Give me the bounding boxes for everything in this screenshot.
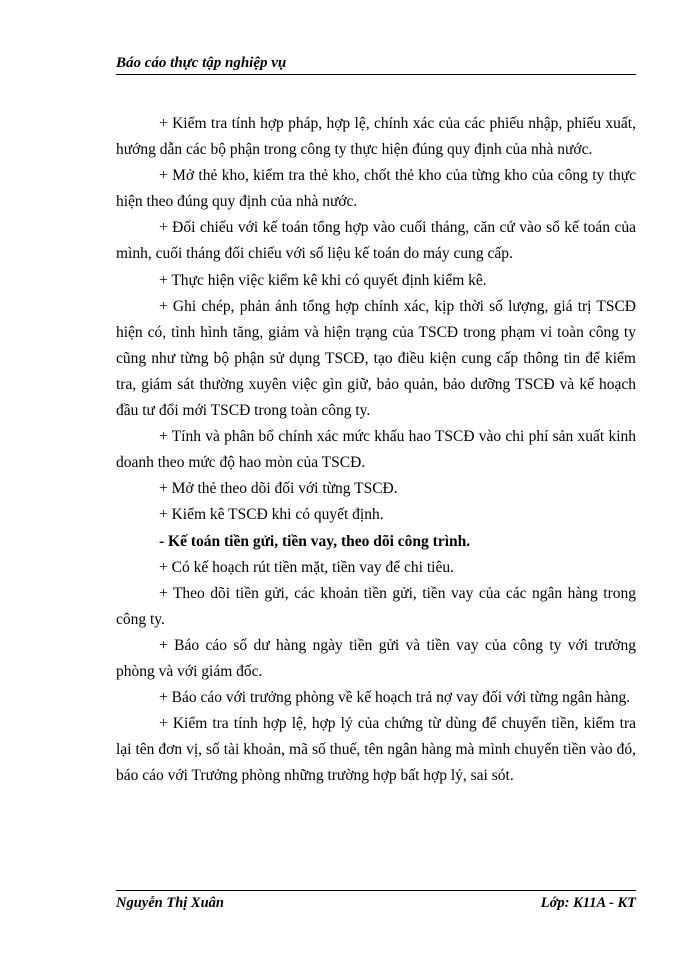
paragraph: + Báo cáo với trưởng phòng về kế hoạch trả nợ vay đối với từng ngân hàng. (159, 689, 631, 707)
footer-divider (116, 890, 636, 891)
paragraph: + Đối chiếu với kế toán tổng hợp vào cuối tháng, căn cứ vào sổ kế toán của mình, cuối tháng đối chiếu với số liệu kế toán do máy cung cấp. (116, 219, 636, 263)
paragraph: + Ghi chép, phản ánh tổng hợp chính xác, kịp thời số lượng, giá trị TSCĐ hiện có, tình hình tăng, giảm và hiện trạng của TSCĐ trong phạm vi toàn công ty cũng như từng bộ phận sử dụng TSCĐ, tạo điều kiện cung cấp thông tin để kiểm tra, giám sát thường xuyên việc gìn giữ, bảo quản, bảo dưỡng TSCĐ và kế hoạch đầu tư đổi mới TSCĐ trong toàn công ty. (116, 297, 636, 420)
body-text (116, 111, 636, 789)
paragraph: + Kiểm tra tính hợp pháp, hợp lệ, chính xác của các phiếu nhập, phiếu xuất, hướng dẫn các bộ phận trong công ty thực hiện đúng quy định của nhà nước. (116, 115, 636, 159)
paragraph: + Theo dõi tiền gửi, các khoản tiền gửi, tiền vay của các ngân hàng trong công ty. (116, 584, 636, 628)
paragraph: + Mở thẻ kho, kiểm tra thẻ kho, chốt thẻ kho của từng kho của công ty thực hiện theo đúng quy định của nhà nước. (116, 167, 636, 211)
paragraph: + Tính và phân bổ chính xác mức khấu hao TSCĐ vào chi phí sản xuất kinh doanh theo mức độ hao mòn của TSCĐ. (116, 428, 636, 472)
page-header (116, 54, 636, 72)
header-title: Báo cáo thực tập nghiệp vụ (116, 55, 287, 71)
paragraph: + Báo cáo số dư hàng ngày tiền gửi và tiền vay của công ty với trưởng phòng và với giám đốc. (116, 636, 636, 680)
footer-author: Nguyễn Thị Xuân (116, 895, 224, 911)
page-footer (116, 894, 636, 912)
paragraph: + Kiểm kê TSCĐ khi có quyết định. (159, 506, 384, 524)
header-divider (116, 74, 636, 75)
footer-class: Lớp: K11A - KT (540, 895, 636, 911)
section-heading: - Kế toán tiền gửi, tiền vay, theo dõi công trình. (159, 532, 471, 550)
paragraph: + Mở thẻ theo dõi đối với từng TSCĐ. (159, 480, 398, 498)
paragraph: + Thực hiện việc kiểm kê khi có quyết định kiểm kê. (159, 271, 487, 289)
paragraph: + Kiểm tra tính hợp lệ, hợp lý của chứng từ dùng để chuyển tiền, kiểm tra lại tên đơn vị, số tài khoản, mã số thuế, tên ngân hàng mà mình chuyển tiền vào đó, báo cáo với Trưởng phòng những trường hợp bất hợp lý, sai sót. (116, 715, 636, 785)
paragraph: + Có kế hoạch rút tiền mặt, tiền vay để chi tiêu. (159, 558, 454, 576)
